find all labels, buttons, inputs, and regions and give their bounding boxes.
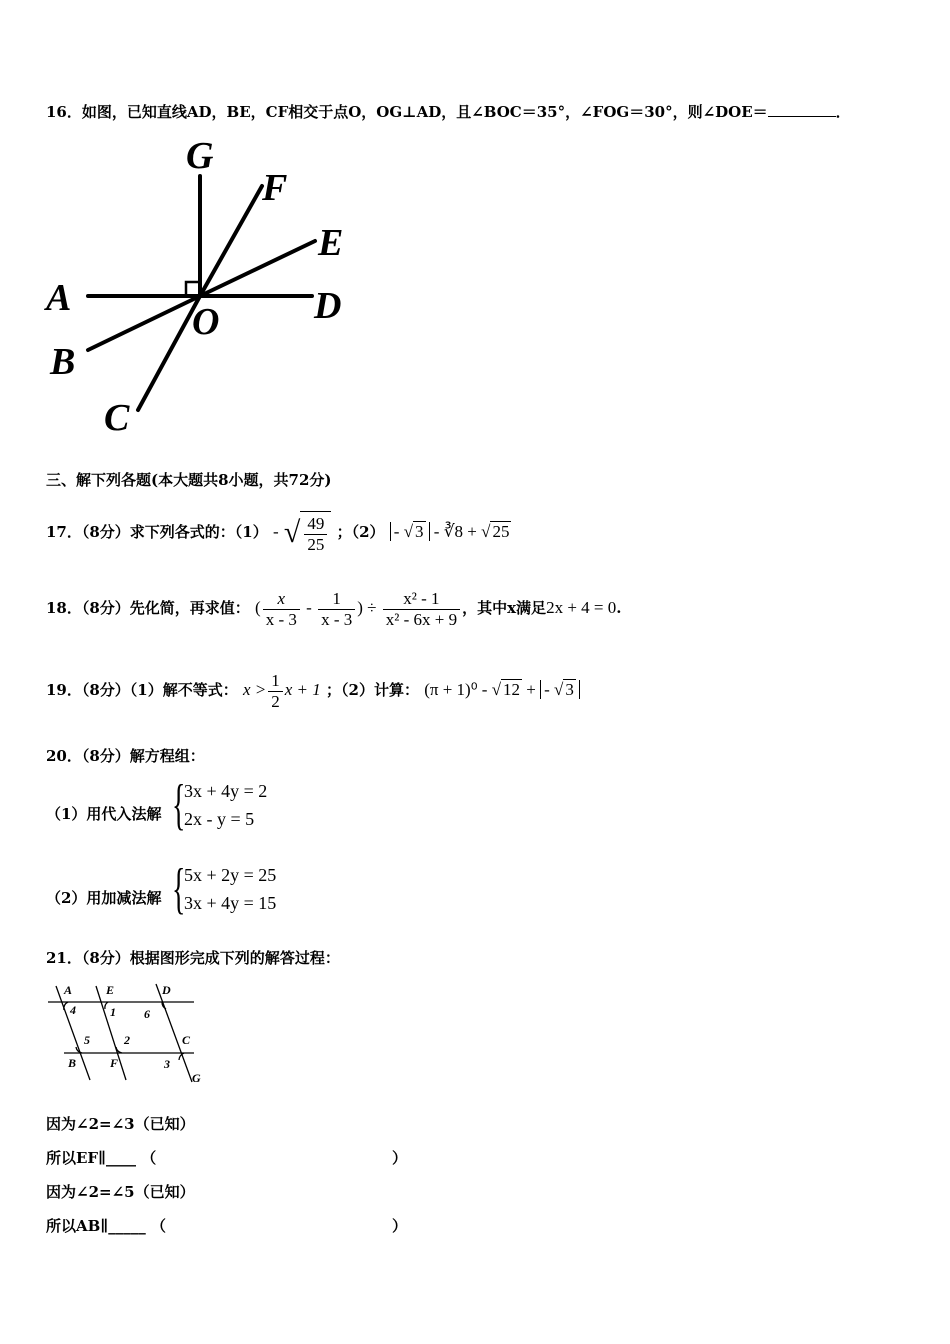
q19-abs: - √ 3 xyxy=(540,680,580,699)
q21-line4-text: 所以AB∥_____ （ xyxy=(46,1217,166,1235)
q21-label-5: 5 xyxy=(84,1033,90,1047)
q17-expr-mid: - ∛8 + xyxy=(433,522,477,541)
q19-ineq-left: x > xyxy=(242,680,267,699)
label-G: G xyxy=(186,138,214,177)
q21-label-D: D xyxy=(162,983,171,997)
question-18 xyxy=(46,584,621,632)
q18-expression: ( $\frac{x}{x - 3}$ - $\frac{1}{x - 3}$ ) ÷ $\frac{\text{x² - 1}}{\text{x² - 6x + 9}}$ xyxy=(255,598,462,617)
q20-part2-brace: { xyxy=(172,858,186,920)
q21-label-A: A xyxy=(64,983,73,997)
q16-text: 16．如图，已知直线AD，BE，CF相交于点O，OG⊥AD，且∠BOC＝35°，∠FOG＝30°，则∠DOE＝ xyxy=(46,103,768,121)
question-16 xyxy=(46,102,851,122)
q20-part2-eq1: 5x + 2y = 25 xyxy=(184,865,277,885)
q19-sep: ；（2）计算： xyxy=(326,681,419,699)
q19-root3: 3 xyxy=(565,680,574,699)
q17-prefix: 17．（8分）求下列各式的：（1） xyxy=(46,523,268,541)
q20-part1-label: （1）用代入法解 xyxy=(46,805,162,823)
q20-title: 20．（8分）解方程组： xyxy=(46,747,205,765)
question-20-title xyxy=(46,746,205,766)
label-C: C xyxy=(104,397,130,438)
q21-label-3: 3 xyxy=(164,1057,170,1071)
q18-equation: 2x + 4 = 0 xyxy=(546,598,617,617)
section-3-title: 三、解下列各题(本大题共8小题，共72分) xyxy=(46,471,332,489)
question-19 xyxy=(46,666,580,714)
q21-figure xyxy=(44,980,214,1090)
q21-line3: 因为∠2=∠5（已知） xyxy=(46,1183,195,1201)
q19-root12: 12 xyxy=(503,680,521,699)
q21-line4-end: ） xyxy=(392,1217,408,1235)
q18-f3-den: x² - 6x + 9 xyxy=(385,609,458,629)
q21-title: 21．（8分）根据图形完成下列的解答过程： xyxy=(46,949,340,967)
q17-frac-den: 25 xyxy=(307,535,325,555)
q21-label-F: F xyxy=(110,1056,119,1070)
q21-label-E: E xyxy=(106,983,115,997)
q17-abs-minus: - xyxy=(393,522,400,541)
q21-line2-text: 所以EF∥____ （ xyxy=(46,1149,157,1167)
q17-abs: - √ 3 xyxy=(390,522,430,541)
q21-label-G: G xyxy=(192,1071,201,1085)
q16-figure xyxy=(40,138,370,438)
q19-half-num: 1 xyxy=(268,671,283,692)
q21-line4 xyxy=(46,1216,166,1236)
q17-sep: ；（2） xyxy=(336,523,385,541)
q20-part1-brace: { xyxy=(172,774,186,836)
q21-label-6: 6 xyxy=(144,1007,150,1021)
q17-root25: 25 xyxy=(492,522,510,541)
q19-calc: (π + 1)⁰ - √ 12 + - √ 3 xyxy=(424,679,580,699)
q18-f1-num: x xyxy=(263,589,300,610)
angle-arc-4 xyxy=(64,1002,68,1010)
q17-abs-root: 3 xyxy=(415,522,424,541)
question-17 xyxy=(46,510,511,556)
q20-part2-label: （2）用加减法解 xyxy=(46,889,162,907)
q21-line2-end: ） xyxy=(392,1149,408,1167)
label-O: O xyxy=(192,301,220,343)
q20-part2-system xyxy=(184,861,276,917)
q21-line1: 因为∠2=∠3（已知） xyxy=(46,1115,195,1133)
q21-label-C: C xyxy=(182,1033,191,1047)
q18-f2-den: x - 3 xyxy=(321,609,353,629)
question-21-title xyxy=(46,948,340,968)
q18-f3-num: x² - 1 xyxy=(383,589,460,610)
q18-minus: - xyxy=(306,598,312,617)
q19-inequality xyxy=(242,670,321,711)
q21-label-2: 2 xyxy=(124,1033,130,1047)
q17-expr2: - √ 3 - ∛8 + √ 25 xyxy=(390,521,512,541)
q21-label-4: 4 xyxy=(70,1003,76,1017)
label-F: F xyxy=(262,167,288,209)
label-E: E xyxy=(318,222,344,264)
q20-part1-eq2: 2x - y = 5 xyxy=(184,809,255,829)
q18-end: . xyxy=(616,599,622,617)
q21-label-1: 1 xyxy=(110,1005,116,1019)
label-A: A xyxy=(46,277,72,319)
section-3-heading xyxy=(46,470,332,490)
q18-div: ÷ xyxy=(367,598,377,617)
q18-f1-den: x - 3 xyxy=(265,609,297,629)
label-B: B xyxy=(50,341,76,383)
q20-part1-eq1: 3x + 4y = 2 xyxy=(184,781,268,801)
q19-ineq-right: x + 1 xyxy=(284,680,321,699)
q19-plus: + xyxy=(526,680,536,699)
q17-frac-num: 49 xyxy=(304,514,327,535)
q20-part1-system xyxy=(184,777,267,833)
q19-half-den: 2 xyxy=(271,691,280,711)
q18-f2-num: 1 xyxy=(318,589,355,610)
q19-abs-minus: - xyxy=(544,680,550,699)
angle-arc-1 xyxy=(105,1002,108,1009)
q20-part2-eq2: 3x + 4y = 15 xyxy=(184,893,277,913)
q21-label-B: B xyxy=(68,1056,77,1070)
q19-calc-a: (π + 1)⁰ - xyxy=(424,680,488,699)
q19-prefix: 19．（8分）（1）解不等式： xyxy=(46,681,238,699)
q16-end: ． xyxy=(835,103,851,121)
q18-prefix: 18．（8分）先化简，再求值： xyxy=(46,599,250,617)
q17-minus: - xyxy=(272,522,279,541)
q18-mid: ，其中x满足 xyxy=(462,599,547,617)
q21-line2 xyxy=(46,1148,156,1168)
q17-sqrt-fraction xyxy=(300,511,331,556)
radical-sign: √ xyxy=(283,516,301,549)
label-D: D xyxy=(314,285,342,327)
q16-answer-blank xyxy=(768,116,836,117)
right-angle-mark xyxy=(186,282,200,296)
